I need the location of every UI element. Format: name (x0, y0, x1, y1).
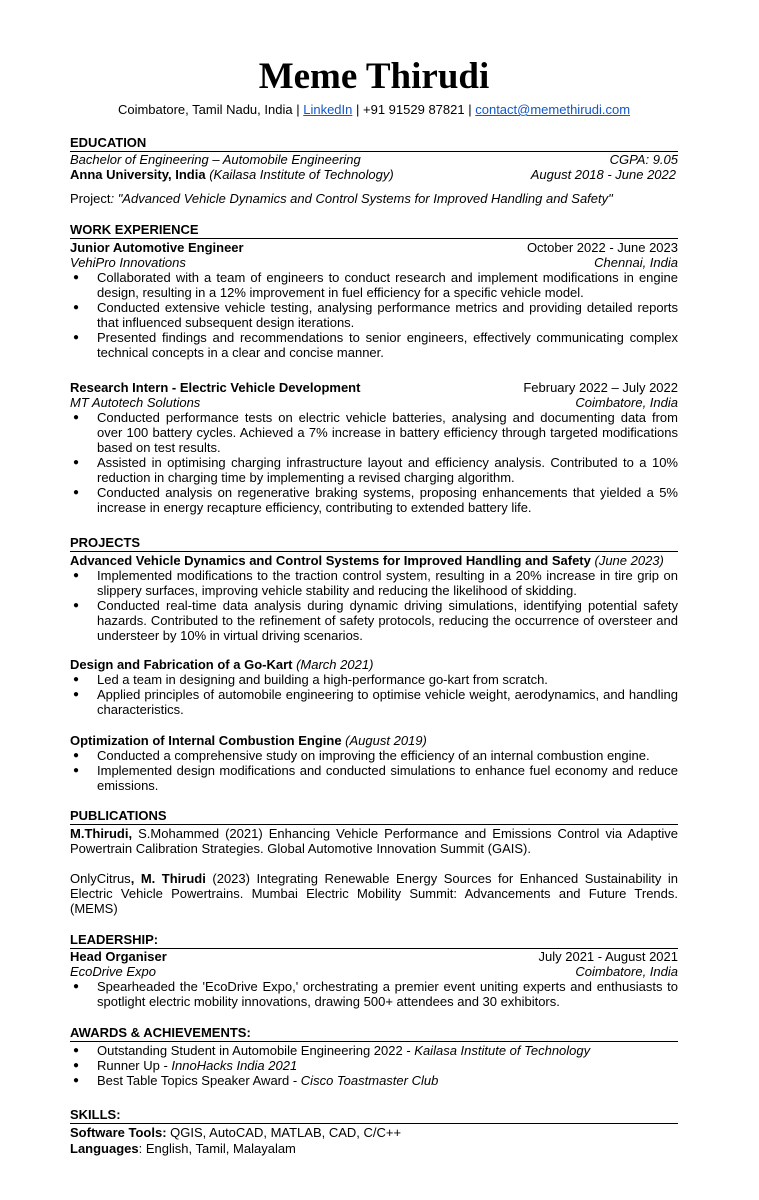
skills-languages (70, 1141, 678, 1156)
job-location: Chennai, India (594, 255, 678, 270)
list-item: ● Implemented modifications to the traction control system, resulting in a 20% increase in tire grip on slippery surfaces, improving vehicle stability and reducing the likelihood of skidding. (70, 568, 678, 598)
publication-author: M.Thirudi, (70, 826, 133, 841)
cgpa: CGPA: 9.05 (609, 152, 678, 167)
education-university-row (70, 167, 678, 182)
leadership-role: Head Organiser (70, 949, 167, 964)
leadership-dates: July 2021 - August 2021 (538, 949, 678, 964)
job-2-company-row (70, 395, 678, 410)
skills-tools (70, 1125, 678, 1140)
list-item: ● Collaborated with a team of engineers to conduct research and implement modifications in engine design, resulting in a 12% improvement in fuel efficiency for a specific vehicle model. (70, 270, 678, 300)
job-1-title-row (70, 240, 678, 255)
list-item: ● Conducted extensive vehicle testing, analysing performance metrics and providing detailed reports that influenced subsequent design iterations. (70, 300, 678, 330)
award-text: Runner Up - (97, 1058, 172, 1073)
job-role: Junior Automotive Engineer (70, 240, 244, 255)
work-heading: WORK EXPERIENCE (70, 222, 678, 239)
publication-author: , M. Thirudi (130, 871, 206, 886)
skills-languages-label: Languages (70, 1141, 139, 1156)
publication-text: (2023) Integrating Renewable Energy Sources for Enhanced Sustainability in Electric Vehicle Powertrains. Mumbai Electric Mobility Summit: Advancements and Future Trends. (MEMS) (70, 871, 678, 916)
award-org: Cisco Toastmaster Club (300, 1073, 439, 1088)
skills-languages-value: : English, Tamil, Malayalam (138, 1141, 296, 1156)
skills-tools-label: Software Tools: (70, 1125, 167, 1140)
award-org: Kailasa Institute of Technology (414, 1043, 591, 1058)
job-location: Coimbatore, India (575, 395, 678, 410)
list-item (70, 1073, 678, 1088)
linkedin-link[interactable]: LinkedIn (303, 102, 353, 117)
list-item: ● Conducted analysis on regenerative braking systems, proposing enhancements that yielded a 5% increase in energy recapture efficiency, contributing to extended battery life. (70, 485, 678, 515)
award-text: Outstanding Student in Automobile Engineering 2022 - (97, 1043, 415, 1058)
education-dates: August 2018 - June 2022 (530, 167, 676, 182)
list-item: ● Implemented design modifications and conducted simulations to enhance fuel economy and reduce emissions. (70, 763, 678, 793)
phone: +91 91529 87821 (363, 102, 465, 117)
job-company: VehiPro Innovations (70, 255, 186, 270)
project-name: Design and Fabrication of a Go-Kart (70, 657, 293, 672)
leadership-org-row (70, 964, 678, 979)
skills-heading: SKILLS: (70, 1107, 678, 1124)
job-company: MT Autotech Solutions (70, 395, 201, 410)
list-item (70, 1058, 678, 1073)
job-role: Research Intern - Electric Vehicle Development (70, 380, 361, 395)
job-dates: October 2022 - June 2023 (526, 240, 678, 255)
project-date: (August 2019) (345, 733, 427, 748)
university: Anna University, India (70, 167, 206, 182)
award-org: InnoHacks India 2021 (171, 1058, 298, 1073)
separator: | (468, 102, 472, 117)
publication-2 (70, 871, 678, 916)
publication-1 (70, 826, 678, 856)
project-1-title (70, 553, 678, 568)
list-item: ● Led a team in designing and building a high-performance go-kart from scratch. (70, 672, 678, 687)
project-2-bullets (70, 672, 678, 717)
award-text: Best Table Topics Speaker Award - (97, 1073, 301, 1088)
publication-coauthor: OnlyCitrus (70, 871, 131, 886)
institute: (Kailasa Institute of Technology) (209, 167, 394, 182)
location: Coimbatore, Tamil Nadu, India (117, 102, 293, 117)
awards-heading: AWARDS & ACHIEVEMENTS: (70, 1025, 678, 1042)
list-item: ● Assisted in optimising charging infrastructure layout and efficiency analysis. Contributed to a 10% reduction in charging time by implementing a revised charging algorithm. (70, 455, 678, 485)
job-1-company-row (70, 255, 678, 270)
separator: | (356, 102, 360, 117)
project-text: : "Advanced Vehicle Dynamics and Control Systems for Improved Handling and Safety" (110, 191, 613, 206)
list-item: ● Presented findings and recommendations to senior engineers, effectively communicating complex technical concepts in a clear and concise manner. (70, 330, 678, 360)
list-item: ● Conducted a comprehensive study on improving the efficiency of an internal combustion engine. (70, 748, 678, 763)
list-item: ● Applied principles of automobile engineering to optimise vehicle weight, aerodynamics, and handling characteristics. (70, 687, 678, 717)
list-item: ● Conducted performance tests on electric vehicle batteries, analysing and documenting data from over 100 battery cycles. Achieved a 7% increase in battery efficiency through targeted modifications based on test results. (70, 410, 678, 455)
list-item (70, 1043, 678, 1058)
publications-heading: PUBLICATIONS (70, 808, 678, 825)
project-name: Optimization of Internal Combustion Engine (70, 733, 342, 748)
project-date: (June 2023) (594, 553, 664, 568)
leadership-bullets (70, 979, 678, 1009)
leadership-location: Coimbatore, India (575, 964, 678, 979)
project-1-bullets (70, 568, 678, 643)
project-3-bullets (70, 748, 678, 793)
university-block (70, 167, 394, 182)
job-dates: February 2022 – July 2022 (523, 380, 678, 395)
education-project (70, 191, 678, 206)
degree: Bachelor of Engineering – Automobile Engineering (70, 152, 361, 167)
job-1-bullets (70, 270, 678, 360)
publication-text: S.Mohammed (2021) Enhancing Vehicle Performance and Emissions Control via Adaptive Powertrain Calibration Strategies. Global Automotive Innovation Summit (GAIS). (70, 826, 678, 856)
education-heading: EDUCATION (70, 135, 678, 152)
awards-list (70, 1043, 678, 1088)
leadership-org: EcoDrive Expo (70, 964, 156, 979)
skills-tools-value: QGIS, AutoCAD, MATLAB, CAD, C/C++ (166, 1125, 402, 1140)
projects-heading: PROJECTS (70, 535, 678, 552)
leadership-title-row (70, 949, 678, 964)
project-date: (March 2021) (296, 657, 374, 672)
project-3-title (70, 733, 678, 748)
project-2-title (70, 657, 678, 672)
candidate-name: Meme Thirudi (258, 56, 490, 97)
leadership-heading: LEADERSHIP: (70, 932, 678, 949)
separator: | (296, 102, 300, 117)
email-link[interactable]: contact@memethirudi.com (475, 102, 631, 117)
education-degree-row (70, 152, 678, 167)
job-2-title-row (70, 380, 678, 395)
list-item: ● Conducted real-time data analysis during dynamic driving simulations, identifying potential safety hazards. Contributed to the refinement of safety protocols, reducing the occurrence of oversteer and understeer by 10% in virtual driving scenarios. (70, 598, 678, 643)
job-2-bullets (70, 410, 678, 515)
project-name: Advanced Vehicle Dynamics and Control Systems for Improved Handling and Safety (70, 553, 591, 568)
contact-line (70, 102, 678, 118)
project-label: Project (70, 191, 111, 206)
list-item: ● Spearheaded the 'EcoDrive Expo,' orchestrating a premier event uniting experts and enthusiasts to spotlight electric mobility innovations, drawing 500+ attendees and 30 exhibitors. (70, 979, 678, 1009)
